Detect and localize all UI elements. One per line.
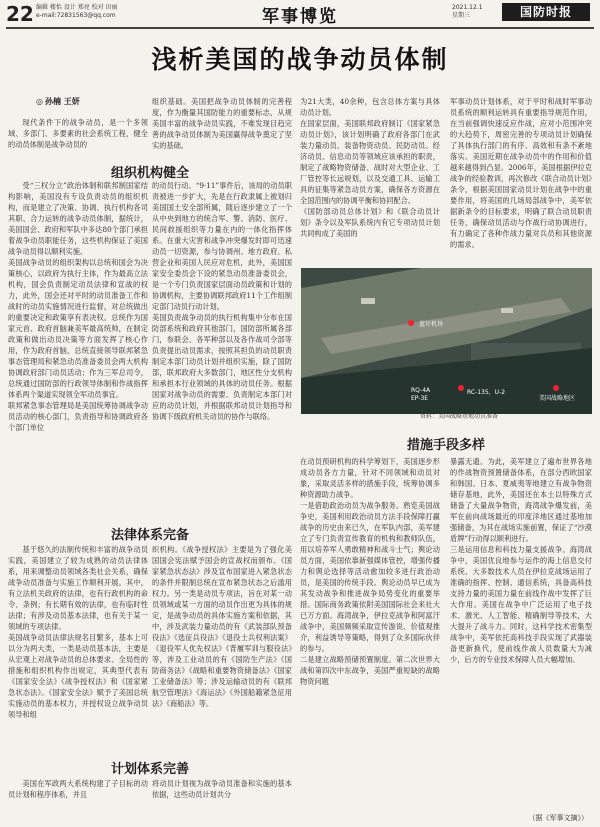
column-1-intro [8, 117, 148, 150]
article-title: 浅析美国的战争动员体制 [151, 45, 449, 74]
date-line: 2021.12.1 [452, 4, 483, 11]
heading-measures: 措施手段多样 [406, 438, 485, 453]
page-header [0, 0, 600, 26]
heading-plan: 计划体系完善 [110, 762, 189, 777]
column-2-intro: 组织基础。美国把战争动员体制的完善程度，作为衡量其国防能力的重要标志，从规美国丰富的战争动员实践，不难发现目趋完善的战争动员体制为美国赢得战争奠定了坚实的基础。 [152, 97, 292, 150]
satellite-image [301, 268, 592, 414]
column-3-body-a: 为21大类，40余种，包含总体方案与具体动员计划。 在国家层面，美国联邦政府制订《国家紧急动员计划》，该计划明确了政府各部门在武装力量动员、装备物资动员、民防动员、经济动员、信息动员等领域应该承担的职责，制定了战略物资储备、战时对大型企业、工厂管控等长远规划，以及交通工具、运输工具的征集等紧急动员方案，确保各方资源在全国范围内的协调平衡和协同配合。 《国防部动员总体计划》和《联合动员计划》条令以及军队系统内有它专项动员计划共同构成了美国的 [300, 97, 440, 238]
source-tag: （据《军事文摘》） [528, 814, 588, 822]
photo-label: 蓝圩机场 [419, 321, 444, 328]
photo-caption: 资料：美国战略基地动员准备 [420, 413, 499, 420]
photo-label: 美国战略地区 [539, 395, 576, 402]
editor-line: 编辑 楼怡 设计 郑亮 校对 田丽 [36, 4, 118, 11]
byline [36, 96, 80, 107]
satellite-photo [301, 268, 592, 414]
column-4-body-a: 军事动员计划体系，对于平时和战时军事动员系统的顺利运转具有重要指导规范作用，在当前强调快速反应作战，应对小范围冲突的大趋势下，周密完善的专项动员计划确保了具体执行部门的有序、高效和有条不紊地落实。美国近期在战争动员中的作用和价值越来越得到凸显。2006年，美国根据伊拉克战争的经验教训，再次修改《联合动员计划》条令，根据美国国家动员计划在战争中的重要作用，将美国的几场局部战争中，美军依据新条令的目标要求，明确了联合动员职责任务，确保动员活动与作战行动协调进行，有力确定了各种作战力量对兵员和其他资源的需求。 [450, 97, 592, 249]
photo-label: RC-135，U-2 [467, 389, 506, 396]
editor-email: e-mail:72831563@qq.com [36, 12, 116, 19]
paragraph: 现代条件下的战争动员，是一个多领域、多部门、多要素的社会系统工程，健全的动员体制是战争动员的 [8, 118, 148, 149]
column-2-body-b: 织机构。《战争授权法》主要是为了强化美国国会宪法赋予国会的宣战权而颁布。《国家紧急状态法》涉及宣布国家进入紧急状态的条件并限制总统在宣布紧急状态之后滥用权力。另一类是动员专项法，旨在对某一动员领域或某一方面的动员作出更为具体的规定，是战争动员的具体实施方案和依据，其中，涉及武装力量动员的有《武装部队预备役法》《选征兵役法》《退役士兵权利法案》《退役军人优先权法》《背履军训与服役法》等，涉及工业动员的有《国防生产法》《国防商务法》《战略和重要物资储备法》《国家工业储备法》等；涉及运输动员的有《联邦航空管理法》《海运法》《外国船籍紧急征用法》《商船法》等。 [152, 545, 292, 708]
header-rule [6, 27, 594, 29]
column-3-body-b: 在动员预研机构的科学筹划下，美国逐步形成动员各方力量，针对不同领域和动员对象，采取灵活多样的措施手段，统筹协调多种资源助力战争。 一是借助政治动员为战争服务。熟览美国战争史，美国利用政治动员方法手段保障打赢战争的历史由来已久，在军队内部，美军建立了专门负责宣传教育的机构和教师队伍，用以培养军人勇敢精神和战斗士气；舆论动员方面，美国依靠新强媒体管控，增强传播力和舆论选择等活动愈加较多进行政治动员，是美国的传统手段。舆论动员早已成为其发动战争和推进战争局势变化的重要举措。国际商务政策依附美国国际社会来社大已万方面。海湾战争，伊拉克战争和阿富汗战争中，美国频频采取宣传游说、价值观推介，利益诱导等策略，得到了众多国际伙伴的参与。 二是建立战略预储预置制度。第二次世界大战和第四次中东战争，美国严重短缺的战略物资问题 [300, 457, 440, 686]
column-1-body-c: 美国在军政两大系统构建了子目标的动员计划和程序体系，并且 [8, 779, 148, 799]
heading-organization: 组织机构健全 [110, 166, 189, 181]
newspaper-logo: 国防时报 [502, 3, 590, 21]
weekday: 星期三 [452, 12, 471, 19]
photo-label: EP-3E [411, 395, 429, 402]
heading-legal: 法律体系完备 [110, 528, 189, 543]
column-2-body-c: 将动员计划视为战争动员准备和实施的基本依据，这些动员计划共分 [152, 779, 292, 799]
column-1-body-a: 受“三权分立”政治体制和联邦制国家结构影响，美国没有专设负责动员的组织机构，而是建立了决策、协调、执行机构各司其职、合力运转的战争动员体制，据统计，美国国会、政府和军队中多达80个部门承担着战争动员职能任务，这些机构保证了美国战争动员得以顺利实施。 美国战争动员的组织架构以总统和国会为决策核心，以政府为执行主体，作为最高立法机构，国会负责制定动员法律和宣战的权力，此外，国会还对平时的动员准备工作和战时的动员实施情况进行监督，对总统做出的重要决定和政策享有表决权。总统作为国家元首、政府首脑兼美军最高统帅，在制定政策和做出动员决策等方面发挥了核心作用，作为政府首脑，总统直接领导联邦紧急事态管理局和紧急动员准备委员会两大机构协调政府部门动员活动；作为三军总司令，总统通过国防部的行政领导体制和作战指挥体系两个渠道实现领全军动员事宜。 联邦紧急事态管理局是美国统筹协调战争动员活动的核心部门，负责指导和协调政府各个部门单位 [8, 181, 148, 432]
section-name: 军事博览 [262, 7, 338, 27]
column-1-body-b: 基于悠久的法制传统和丰富的战争动员实践，美国建立了较为成熟的动员法律体系，用来调整动员领域各类社会关系，确保战争动员准备与实施工作顺利开展。其中，有立法机关政府的法律，也有行政机构的命令、条例；有长期有效的法律，也有临时性法律；有涉及动员基本法律，也有关于某一领域的专项法律。 美国战争动员法律法规名目繁多，基本上可以分为两大类，一类是动员基本法，主要是从宏观上对战争动员的总体要求、全局性的措施和组织机构作出规定，其典型代表有《国家安全法》《战争授权法》和《国家紧急状态法》。《国家安全法》赋予了美国总统实施动员的基本权力，并授权设立战争动员领导和组 [8, 545, 148, 719]
author-names: 孙楠 王妍 [44, 97, 80, 106]
byline-bullet-icon: ◎ [36, 97, 43, 106]
page-number: 22 [6, 2, 34, 26]
column-4-body-b: 暴露无遗。为此，美军建立了遍布世界各地的作战物资预置储备体系，在部分西欧国家和韩国、日本、夏威夷等地建立有战争物资储存基地，此外，美国还在本土以特殊方式储备了大量战争物资，海湾战争爆发前，美军在前向战场最近的印度洋地区通过基地加强储备，为其在战场实施前置，保证了“沙漠盾牌”行动得以顺利进行。 三是运用信息和科技力量支援战争。海湾战争中，美国优良地参与运作的海上信息交付系统、大多数技术人员在伊拉克战场运用了准确的指挥、控制、通信系统，具备高科技支持力量的美国力量在前线作战中发挥了巨大作用。美国在战争中广泛运用了电子技术、激光、人工智能、精确制导等技术，大大提升了战斗力。同时，这科学技术密集型战争中，美军依托高科技手段实现了武器装备更新换代，使前线作战人员数量大为减少，后方的专业技术保障人员大幅增加。 [450, 457, 592, 664]
issue-date [452, 4, 483, 20]
photo-label: RQ-4A [411, 387, 431, 394]
column-2-body-a: 的动员行动。“9·11”事件后，该局的动员职责被进一步扩大，先是在行政隶属上被划归美国国土安全部所属，随后逐步建立了一个从中央到地方的统合军、警、消防、医疗、民间救援组织等力量在内的一体化指挥体系。在重大灾害和战争冲突爆发时即可迅速动员一切资源，参与协调州、地方政府、私营企业和美国人民应对危机，此外，美国国家安全委员会下设的紧急动员准备委员会，是一个专门负责国家层面动员政策和计划的协调机构，主要协调联邦政府11个工作组制定部门动员行动计划。 美国负责战争动员的执行机构集中分布在国防部系统和政府其他部门，国防部所属各部门，参联会、各军种部以及各作战司令部等负责提出动员需求，按照其担负的动员职责制定本部门动员计划并组织实施，除了国防部，联邦政府大多数部门，地区性分支机构和承担本行业领域的具体的动员任务。根据国家对战争动员的需要、负责制定本部门对应的动员计划，并根据联邦动员计划指导和协调下级政府机关动员的协作与联络。 [152, 181, 292, 421]
